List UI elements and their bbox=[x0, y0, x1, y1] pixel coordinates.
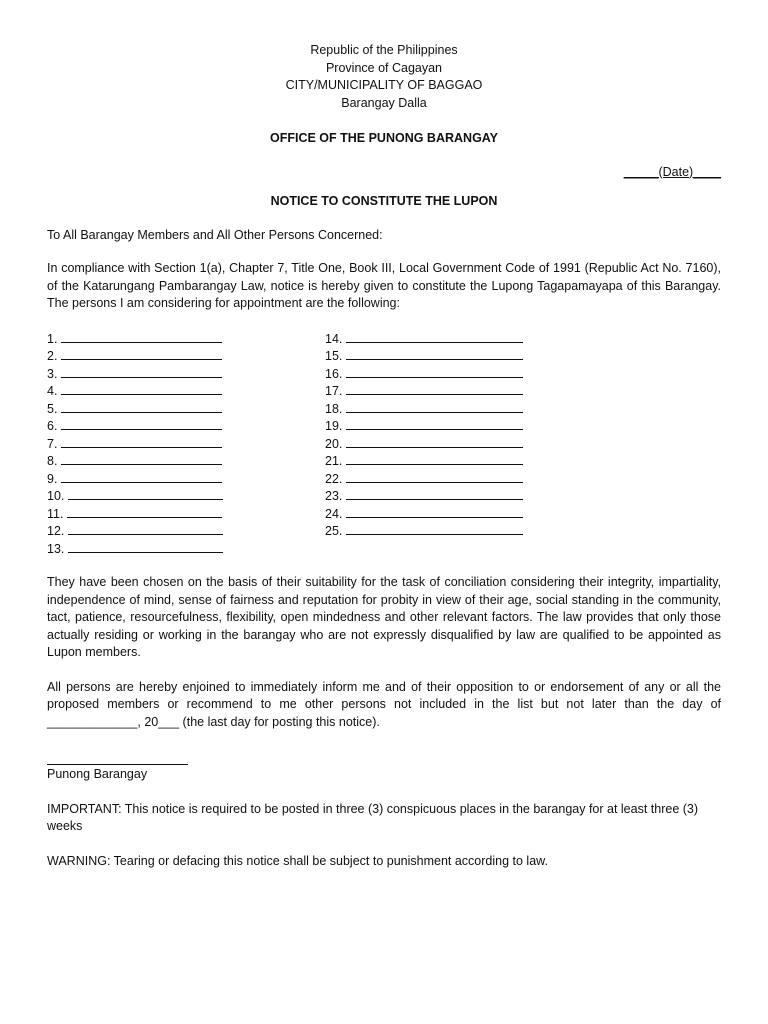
blank-line bbox=[61, 330, 222, 343]
notice-title: NOTICE TO CONSTITUTE THE LUPON bbox=[270, 194, 498, 208]
blank-line bbox=[61, 400, 222, 413]
list-item-number: 14. bbox=[325, 331, 343, 346]
blank-line bbox=[346, 382, 523, 395]
appointee-list-right bbox=[325, 330, 585, 558]
list-item-number: 19. bbox=[325, 419, 343, 433]
date-field: _____(Date)____ bbox=[623, 164, 721, 179]
list-item-number: 23. bbox=[325, 489, 343, 503]
list-item-number: 3. bbox=[47, 366, 58, 381]
list-item bbox=[47, 347, 325, 365]
signature-line bbox=[47, 749, 188, 765]
list-item-number: 22. bbox=[325, 471, 343, 486]
blank-line bbox=[68, 540, 223, 553]
list-item bbox=[325, 505, 585, 523]
list-item-number: 4. bbox=[47, 384, 58, 398]
blank-line bbox=[61, 452, 222, 465]
blank-line bbox=[346, 400, 523, 413]
blank-line bbox=[346, 452, 523, 465]
list-item-number: 17. bbox=[325, 384, 343, 398]
list-item bbox=[325, 365, 585, 383]
list-item bbox=[325, 382, 585, 400]
header-municipality: CITY/MUNICIPALITY OF BAGGAO bbox=[285, 78, 483, 92]
signature-label: Punong Barangay bbox=[47, 767, 148, 781]
list-item bbox=[47, 382, 325, 400]
list-item bbox=[47, 365, 325, 383]
list-item-number: 11. bbox=[47, 506, 64, 521]
header-province: Province of Cagayan bbox=[325, 60, 443, 75]
list-item bbox=[325, 435, 585, 453]
list-item-number: 10. bbox=[47, 489, 65, 503]
list-item-number: 24. bbox=[325, 506, 343, 521]
list-item-number: 12. bbox=[47, 524, 65, 538]
list-item-number: 9. bbox=[47, 471, 58, 486]
blank-line bbox=[346, 487, 523, 500]
list-item bbox=[47, 540, 325, 558]
list-item bbox=[47, 505, 325, 523]
salutation: To All Barangay Members and All Other Persons Concerned: bbox=[47, 227, 383, 242]
list-item bbox=[47, 487, 325, 505]
list-item bbox=[325, 487, 585, 505]
list-item bbox=[325, 400, 585, 418]
blank-line bbox=[67, 505, 222, 518]
blank-line bbox=[61, 347, 222, 360]
list-item bbox=[47, 522, 325, 540]
list-item bbox=[325, 522, 585, 540]
list-item bbox=[325, 330, 585, 348]
date-row bbox=[47, 164, 721, 182]
list-item-number: 16. bbox=[325, 366, 343, 381]
list-item-number: 1. bbox=[47, 331, 58, 346]
appointee-list bbox=[47, 330, 721, 558]
blank-line bbox=[346, 347, 523, 360]
list-item bbox=[47, 400, 325, 418]
list-item-number: 18. bbox=[325, 401, 343, 416]
blank-line bbox=[68, 487, 223, 500]
blank-line bbox=[346, 330, 523, 343]
list-item-number: 21. bbox=[325, 454, 343, 468]
list-item bbox=[325, 417, 585, 435]
list-item bbox=[325, 470, 585, 488]
blank-line bbox=[346, 505, 523, 518]
list-item-number: 20. bbox=[325, 436, 343, 451]
paragraph-opposition: All persons are hereby enjoined to immediately inform me and of their opposition to or endorsement of any or all the proposed members or recommend to me other persons not included in the list but not later than the day of _____________, 20___ (the last day for posting this notice). bbox=[47, 679, 721, 729]
paragraph-compliance: In compliance with Section 1(a), Chapter 7, Title One, Book III, Local Government Code of 1991 (Republic Act No. 7160), of the Katarungang Pambarangay Law, notice is hereby given to constitute the Lupong Tagapamayapa of this Barangay. The persons I am considering for appointment are the following: bbox=[47, 261, 721, 310]
blank-line bbox=[61, 365, 222, 378]
blank-line bbox=[346, 435, 523, 448]
blank-line bbox=[61, 435, 222, 448]
blank-line bbox=[61, 382, 222, 395]
list-item bbox=[47, 470, 325, 488]
list-item-number: 2. bbox=[47, 349, 58, 363]
blank-line bbox=[346, 522, 523, 535]
list-item-number: 6. bbox=[47, 419, 58, 433]
list-item-number: 25. bbox=[325, 524, 343, 538]
list-item bbox=[47, 417, 325, 435]
important-note: IMPORTANT: This notice is required to be posted in three (3) conspicuous places in the barangay for at least three (3) weeks bbox=[47, 801, 699, 833]
document-header bbox=[47, 42, 721, 112]
blank-line bbox=[61, 470, 222, 483]
list-item bbox=[47, 435, 325, 453]
list-item bbox=[47, 330, 325, 348]
blank-line bbox=[346, 470, 523, 483]
list-item bbox=[47, 452, 325, 470]
list-item-number: 7. bbox=[47, 436, 58, 451]
blank-line bbox=[61, 417, 222, 430]
appointee-list-left bbox=[47, 330, 325, 558]
blank-line bbox=[346, 365, 523, 378]
list-item bbox=[325, 347, 585, 365]
office-title: OFFICE OF THE PUNONG BARANGAY bbox=[269, 131, 499, 145]
warning-note: WARNING: Tearing or defacing this notice shall be subject to punishment according to law. bbox=[47, 853, 548, 868]
list-item bbox=[325, 452, 585, 470]
paragraph-selection-basis: They have been chosen on the basis of their suitability for the task of conciliation considering their integrity, impartiality, independence of mind, sense of fairness and reputation for probity in view of their age, social standing in the community, tact, patience, resourcefulness, flexibility, open mindedness and other relevant factors. The law provides that only those actually residing or working in the barangay who are not expressly disqualified by law are qualified to be appointed as Lupon members. bbox=[47, 575, 721, 659]
header-republic: Republic of the Philippines bbox=[310, 43, 458, 57]
blank-line bbox=[68, 522, 223, 535]
list-item-number: 8. bbox=[47, 454, 58, 468]
list-item-number: 13. bbox=[47, 541, 65, 556]
blank-line bbox=[346, 417, 523, 430]
list-item-number: 5. bbox=[47, 401, 58, 416]
list-item-number: 15. bbox=[325, 349, 343, 363]
header-barangay: Barangay Dalla bbox=[341, 95, 427, 110]
